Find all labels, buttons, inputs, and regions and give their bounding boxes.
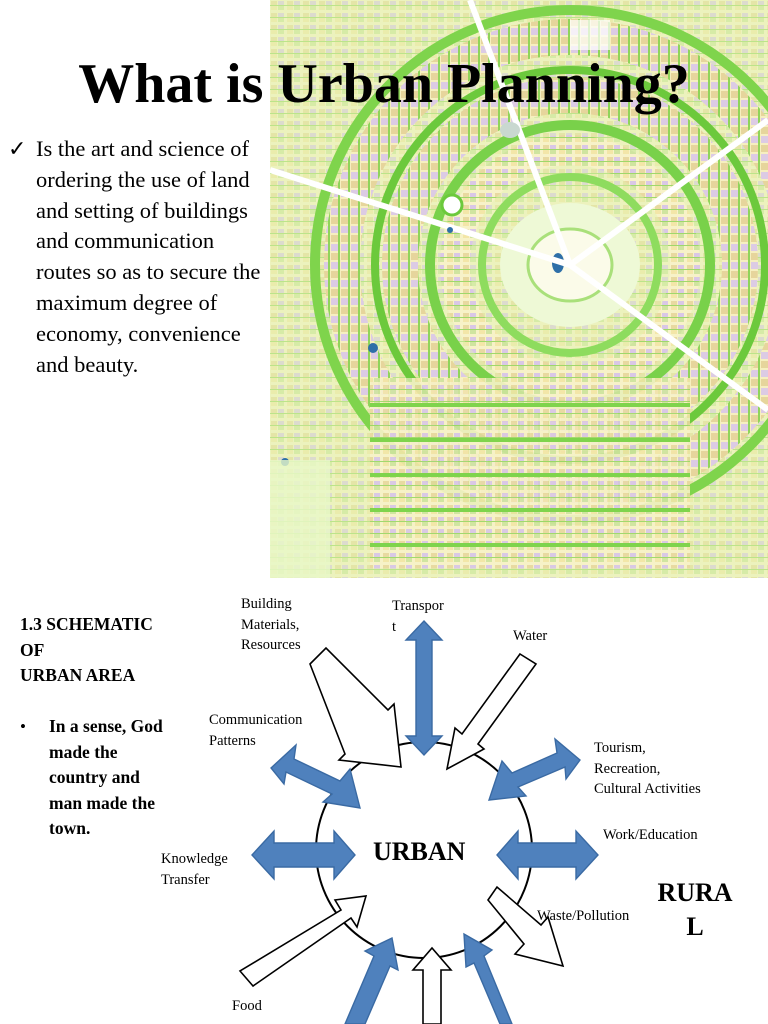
rural-line: RURA <box>657 878 733 907</box>
label-transport <box>392 596 444 637</box>
label-line: Patterns <box>209 732 256 749</box>
heading-line: 1.3 SCHEMATIC <box>20 614 153 634</box>
quote-line: country and <box>49 767 140 787</box>
definition-bullet <box>8 134 270 380</box>
label-line: Building <box>241 596 292 612</box>
label-line: Transfer <box>161 871 210 888</box>
knowledge-arrow-icon <box>252 831 355 879</box>
slide-title: What is Urban Planning? <box>78 53 690 115</box>
label-water: Water <box>513 628 548 644</box>
label-line: Cultural Activities <box>594 781 701 797</box>
heading-line: OF <box>20 639 45 660</box>
tourism-arrow-icon <box>489 739 580 800</box>
urban-label: URBAN <box>373 837 466 866</box>
label-line: Resources <box>241 637 301 653</box>
label-knowledge-transfer <box>161 849 228 890</box>
label-line: t <box>392 618 397 635</box>
label-line: Transpor <box>392 598 444 614</box>
label-line: Tourism, <box>594 740 646 756</box>
quote-line: made the <box>49 741 118 762</box>
label-waste-pollution: Waste/Pollution <box>537 908 630 924</box>
quote-bullet <box>20 714 205 842</box>
bottom-center-arrow-icon <box>413 948 451 1024</box>
label-line: Materials, <box>241 616 300 633</box>
label-line: Communication <box>209 712 303 728</box>
label-food: Food <box>232 998 262 1014</box>
quote-line: man made the <box>49 792 155 813</box>
bullet-dot-icon: • <box>20 717 26 736</box>
label-tourism <box>594 738 701 800</box>
label-communication <box>209 710 302 751</box>
slide-schematic-urban-area <box>0 578 768 1024</box>
bottom-right-arrow-icon <box>464 934 512 1024</box>
bottom-left-arrow-icon <box>345 938 398 1024</box>
quote-text <box>49 714 205 842</box>
rural-label <box>651 876 739 944</box>
heading-line: URBAN AREA <box>20 665 136 685</box>
work-arrow-icon <box>497 831 598 879</box>
quote-line: In a sense, God <box>49 716 163 736</box>
building-arrow-icon <box>310 648 401 767</box>
label-building-materials <box>241 594 301 656</box>
rural-line: L <box>686 912 704 941</box>
water-arrow-icon <box>447 654 536 769</box>
label-line: Knowledge <box>161 851 228 867</box>
label-work-education: Work/Education <box>603 827 698 843</box>
label-line: Recreation, <box>594 760 661 777</box>
schematic-heading <box>20 612 200 689</box>
checkmark-icon: ✓ <box>8 136 27 161</box>
transport-arrow-icon <box>406 621 442 755</box>
quote-line: town. <box>49 818 91 838</box>
definition-text: Is the art and science of ordering the use of land and setting of buildings and communication routes so as to secure the maximum degree of economy, convenience and beauty. <box>36 136 261 377</box>
food-arrow-icon <box>240 896 366 986</box>
